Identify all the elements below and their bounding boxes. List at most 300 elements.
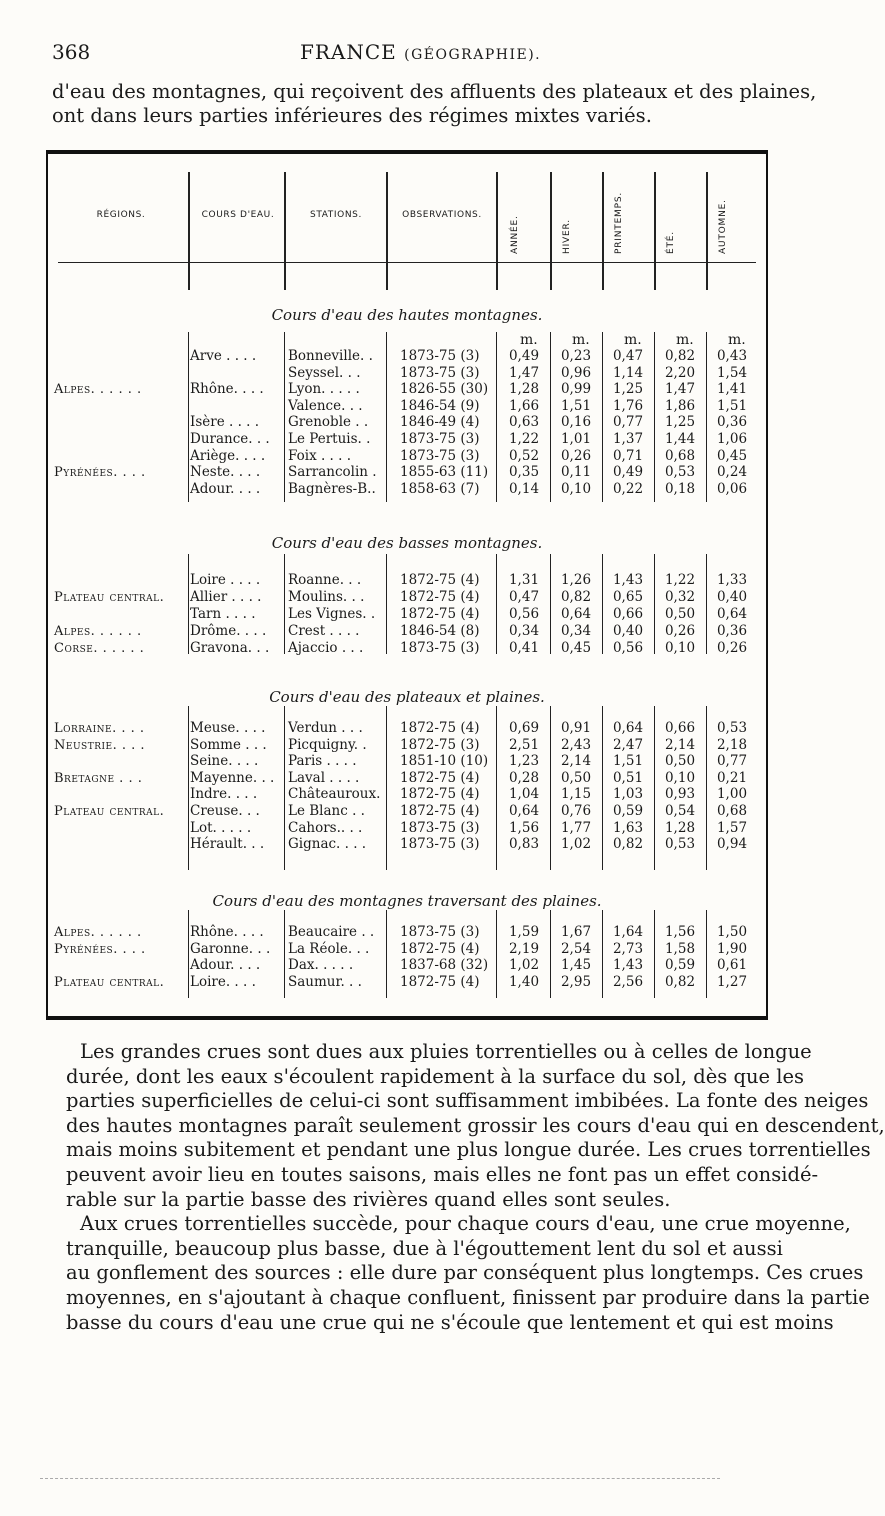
- column-rule: [706, 910, 707, 998]
- value-cell: 2,54: [560, 940, 592, 957]
- region-cell: Alpes. . . . . .: [54, 624, 142, 639]
- value-cell: 1,45: [560, 957, 592, 974]
- text-line: basse du cours d'eau une crue qui ne s'écoule que lentement et qui est moins: [66, 1310, 834, 1334]
- column-rule: [602, 172, 604, 290]
- value-cell: 0,56: [508, 606, 540, 622]
- value-cell: 1,27: [716, 973, 748, 990]
- observation-cell: 1851-10 (10): [400, 753, 489, 770]
- station-cell: Beaucaire . .: [288, 924, 375, 940]
- observation-cell: 1873-75 (3): [400, 348, 480, 364]
- running-head-title: FRANCE: [300, 40, 397, 64]
- value-cell: 0,82: [664, 348, 696, 364]
- section-title: Cours d'eau des montagnes traversant des plaines.: [212, 892, 602, 910]
- column-rule: [188, 172, 190, 290]
- value-cell: 1,04: [508, 786, 540, 803]
- header-regions: RÉGIONS.: [96, 210, 146, 220]
- value-cell: 1,43: [612, 572, 644, 588]
- value-cell: 1,31: [508, 572, 540, 588]
- value-cell: 1,41: [716, 381, 748, 398]
- value-cell: 0,40: [716, 589, 748, 605]
- region-cell: Pyrénées. . . .: [54, 941, 146, 957]
- station-cell: Paris . . . .: [288, 753, 357, 770]
- value-cell: 0,68: [664, 447, 696, 464]
- value-cell: 0,06: [716, 480, 748, 497]
- value-cell: 0,34: [508, 623, 540, 639]
- station-cell: Le Blanc . .: [288, 803, 365, 819]
- value-cell: 2,18: [716, 736, 748, 753]
- column-rule: [550, 172, 552, 290]
- column-rule: [654, 554, 655, 654]
- value-cell: 0,50: [664, 606, 696, 622]
- observation-cell: 1873-75 (3): [400, 819, 480, 836]
- value-cell: 0,50: [560, 769, 592, 786]
- column-rule: [602, 706, 603, 870]
- value-cell: 0,32: [664, 589, 696, 605]
- river-cell: Isère . . . .: [190, 414, 260, 431]
- station-cell: Roanne. . .: [288, 572, 362, 588]
- intro-line: ont dans leurs parties inférieures des régimes mixtes variés.: [52, 104, 652, 127]
- value-cell: 0,82: [560, 589, 592, 605]
- observation-cell: 1872-75 (4): [400, 589, 480, 605]
- text-line: des hautes montagnes paraît seulement grossir les cours d'eau qui en descendent,: [66, 1113, 885, 1137]
- station-cell: Verdun . . .: [288, 720, 363, 736]
- river-cell: Drôme. . . .: [190, 623, 267, 639]
- column-rule: [602, 554, 603, 654]
- column-rule: [550, 706, 551, 870]
- station-cell: Grenoble . .: [288, 414, 369, 431]
- value-cell: 1,59: [508, 924, 540, 940]
- column-rule: [386, 706, 387, 870]
- unit-label: m.: [572, 332, 590, 348]
- value-cell: 1,51: [612, 753, 644, 770]
- value-cell: 0,14: [508, 480, 540, 497]
- value-cell: 0,56: [612, 640, 644, 656]
- value-cell: 1,06: [716, 431, 748, 447]
- value-cell: 0,26: [664, 623, 696, 639]
- value-cell: 0,10: [664, 769, 696, 786]
- text-line: tranquille, beaucoup plus basse, due à l'égouttement lent du sol et aussi: [66, 1236, 783, 1260]
- river-cell: Garonne. . .: [190, 940, 271, 957]
- column-rule: [386, 332, 387, 502]
- column-rule: [706, 332, 707, 502]
- river-cell: Allier . . . .: [190, 589, 262, 605]
- text-line: rable sur la partie basse des rivières quand elles sont seules.: [66, 1187, 671, 1211]
- discharge-table: [46, 150, 768, 1020]
- value-cell: 0,82: [612, 836, 644, 853]
- column-rule: [386, 554, 387, 654]
- column-rule: [188, 332, 189, 502]
- river-cell: Meuse. . . .: [190, 720, 266, 736]
- river-cell: Rhône. . . .: [190, 381, 264, 398]
- paragraph: [52, 1040, 885, 1212]
- value-cell: 1,33: [716, 572, 748, 588]
- header-stations: STATIONS.: [310, 210, 362, 220]
- header-ete: ÉTÉ.: [666, 231, 676, 254]
- region-cell: Plateau central.: [54, 804, 165, 819]
- river-cell: Lot. . . . .: [190, 819, 252, 836]
- value-cell: 1,56: [664, 924, 696, 940]
- station-cell: Dax. . . . .: [288, 957, 354, 974]
- value-cell: 1,50: [716, 924, 748, 940]
- station-cell: Laval . . . .: [288, 769, 360, 786]
- value-cell: 1,28: [664, 819, 696, 836]
- region-cell: Bretagne . . .: [54, 770, 143, 786]
- observation-cell: 1872-75 (3): [400, 736, 480, 753]
- value-cell: 0,49: [612, 464, 644, 481]
- column-rule: [706, 172, 708, 290]
- column-rule: [496, 332, 497, 502]
- value-cell: 0,76: [560, 803, 592, 819]
- value-cell: 2,51: [508, 736, 540, 753]
- river-cell: Mayenne. . .: [190, 769, 275, 786]
- region-cell: Alpes. . . . . .: [54, 925, 142, 940]
- value-cell: 2,43: [560, 736, 592, 753]
- text-line: parties superficielles de celui-ci sont suffisamment imbibées. La fonte des neiges: [66, 1089, 869, 1113]
- column-rule: [654, 706, 655, 870]
- column-rule: [188, 706, 189, 870]
- value-cell: 0,52: [508, 447, 540, 464]
- unit-label: m.: [520, 332, 538, 348]
- river-cell: Tarn . . . .: [190, 606, 256, 622]
- observation-cell: 1872-75 (4): [400, 606, 480, 622]
- value-cell: 0,34: [560, 623, 592, 639]
- value-cell: 0,49: [508, 348, 540, 364]
- value-cell: 0,64: [716, 606, 748, 622]
- value-cell: 1,90: [716, 940, 748, 957]
- river-cell: Gravona. . .: [190, 640, 270, 656]
- value-cell: 0,82: [664, 973, 696, 990]
- value-cell: 1,77: [560, 819, 592, 836]
- value-cell: 0,47: [612, 348, 644, 364]
- river-cell: Seine. . . .: [190, 753, 259, 770]
- value-cell: 1,64: [612, 924, 644, 940]
- station-cell: Saumur. . .: [288, 973, 362, 990]
- value-cell: 1,02: [560, 836, 592, 853]
- header-rule: [58, 262, 756, 263]
- value-cell: 0,59: [664, 957, 696, 974]
- region-cell: Alpes. . . . . .: [54, 382, 142, 398]
- column-rule: [496, 910, 497, 998]
- value-cell: 0,54: [664, 803, 696, 819]
- observation-cell: 1873-75 (3): [400, 447, 480, 464]
- value-cell: 0,45: [560, 640, 592, 656]
- body-text: [52, 1040, 885, 1335]
- region-cell: Neustrie. . . .: [54, 737, 146, 753]
- column-rule: [602, 332, 603, 502]
- value-cell: 1,56: [508, 819, 540, 836]
- observation-cell: 1855-63 (11): [400, 464, 489, 481]
- value-cell: 1,44: [664, 431, 696, 447]
- river-cell: Adour. . . .: [190, 957, 261, 974]
- river-cell: Creuse. . .: [190, 803, 260, 819]
- page-number: 368: [52, 40, 91, 64]
- header-automne: AUTOMNE.: [718, 199, 728, 254]
- value-cell: 1,28: [508, 381, 540, 398]
- running-head-subtitle: (GÉOGRAPHIE).: [404, 47, 542, 63]
- value-cell: 0,83: [508, 836, 540, 853]
- value-cell: 2,20: [664, 364, 696, 381]
- value-cell: 1,00: [716, 786, 748, 803]
- value-cell: 2,95: [560, 973, 592, 990]
- value-cell: 0,99: [560, 381, 592, 398]
- observation-cell: 1872-75 (4): [400, 803, 480, 819]
- column-rule: [654, 910, 655, 998]
- river-cell: Ariège. . . .: [190, 447, 266, 464]
- value-cell: 0,66: [664, 720, 696, 736]
- value-cell: 0,23: [560, 348, 592, 364]
- value-cell: 1,22: [664, 572, 696, 588]
- value-cell: 0,26: [716, 640, 748, 656]
- value-cell: 0,77: [716, 753, 748, 770]
- value-cell: 2,14: [560, 753, 592, 770]
- value-cell: 0,21: [716, 769, 748, 786]
- value-cell: 0,36: [716, 623, 748, 639]
- observation-cell: 1872-75 (4): [400, 786, 480, 803]
- observation-cell: 1846-54 (8): [400, 623, 480, 639]
- value-cell: 1,14: [612, 364, 644, 381]
- column-rule: [602, 910, 603, 998]
- paragraph: [52, 1212, 870, 1335]
- station-cell: Picquigny. .: [288, 736, 367, 753]
- region-cell: Plateau central.: [54, 974, 165, 990]
- header-hiver: HIVER.: [562, 219, 572, 254]
- region-cell: Pyrénées. . . .: [54, 465, 146, 481]
- running-head: [300, 40, 541, 64]
- value-cell: 1,23: [508, 753, 540, 770]
- value-cell: 0,11: [560, 464, 592, 481]
- station-cell: La Réole. . .: [288, 940, 370, 957]
- value-cell: 0,53: [716, 720, 748, 736]
- unit-label: m.: [728, 332, 746, 348]
- value-cell: 1,43: [612, 957, 644, 974]
- station-cell: Gignac. . . .: [288, 836, 367, 853]
- station-cell: Châteauroux.: [288, 786, 381, 803]
- value-cell: 0,69: [508, 720, 540, 736]
- river-cell: Adour. . . .: [190, 480, 261, 497]
- value-cell: 1,37: [612, 431, 644, 447]
- text-line: durée, dont les eaux s'écoulent rapidement à la surface du sol, dès que les: [66, 1064, 805, 1088]
- region-cell: Plateau central.: [54, 590, 165, 605]
- value-cell: 1,66: [508, 397, 540, 414]
- value-cell: 1,54: [716, 364, 748, 381]
- column-rule: [550, 332, 551, 502]
- station-cell: Lyon. . . . .: [288, 381, 360, 398]
- value-cell: 1,15: [560, 786, 592, 803]
- station-cell: Les Vignes. .: [288, 606, 376, 622]
- unit-label: m.: [624, 332, 642, 348]
- value-cell: 0,47: [508, 589, 540, 605]
- value-cell: 0,41: [508, 640, 540, 656]
- value-cell: 2,47: [612, 736, 644, 753]
- observation-cell: 1872-75 (4): [400, 720, 480, 736]
- section-title: Cours d'eau des plateaux et plaines.: [269, 688, 545, 706]
- observation-cell: 1846-49 (4): [400, 414, 480, 431]
- station-cell: Bonneville. .: [288, 348, 373, 364]
- column-rule: [284, 706, 285, 870]
- value-cell: 0,94: [716, 836, 748, 853]
- station-cell: Moulins. . .: [288, 589, 365, 605]
- value-cell: 0,53: [664, 836, 696, 853]
- observation-cell: 1846-54 (9): [400, 397, 480, 414]
- value-cell: 1,22: [508, 431, 540, 447]
- value-cell: 0,10: [560, 480, 592, 497]
- station-cell: Crest . . . .: [288, 623, 360, 639]
- value-cell: 2,73: [612, 940, 644, 957]
- river-cell: Loire. . . .: [190, 973, 256, 990]
- value-cell: 0,28: [508, 769, 540, 786]
- river-cell: Indre. . . .: [190, 786, 258, 803]
- value-cell: 2,19: [508, 940, 540, 957]
- text-line: peuvent avoir lieu en toutes saisons, mais elles ne font pas un effet considé-: [66, 1162, 819, 1186]
- value-cell: 1,01: [560, 431, 592, 447]
- value-cell: 1,86: [664, 397, 696, 414]
- station-cell: Sarrancolin .: [288, 464, 377, 481]
- value-cell: 2,14: [664, 736, 696, 753]
- column-rule: [496, 706, 497, 870]
- header-cours: COURS D'EAU.: [201, 210, 275, 220]
- value-cell: 1,57: [716, 819, 748, 836]
- observation-cell: 1873-75 (3): [400, 640, 480, 656]
- value-cell: 1,26: [560, 572, 592, 588]
- column-rule: [386, 910, 387, 998]
- value-cell: 0,64: [508, 803, 540, 819]
- value-cell: 0,16: [560, 414, 592, 431]
- value-cell: 1,63: [612, 819, 644, 836]
- value-cell: 1,67: [560, 924, 592, 940]
- river-cell: Neste. . . .: [190, 464, 261, 481]
- value-cell: 1,40: [508, 973, 540, 990]
- value-cell: 0,59: [612, 803, 644, 819]
- value-cell: 0,50: [664, 753, 696, 770]
- observation-cell: 1873-75 (3): [400, 431, 480, 447]
- observation-cell: 1872-75 (4): [400, 940, 480, 957]
- station-cell: Le Pertuis. .: [288, 431, 371, 447]
- river-cell: Durance. . .: [190, 431, 270, 447]
- value-cell: 1,25: [612, 381, 644, 398]
- header-annee: ANNÉE.: [510, 215, 520, 254]
- header-observations: OBSERVATIONS.: [402, 210, 482, 220]
- value-cell: 1,51: [716, 397, 748, 414]
- station-cell: Seyssel. . .: [288, 364, 361, 381]
- value-cell: 1,51: [560, 397, 592, 414]
- value-cell: 0,10: [664, 640, 696, 656]
- value-cell: 1,03: [612, 786, 644, 803]
- value-cell: 0,77: [612, 414, 644, 431]
- column-rule: [496, 554, 497, 654]
- intro-line: d'eau des montagnes, qui reçoivent des affluents des plateaux et des plaines,: [52, 80, 817, 103]
- value-cell: 0,64: [612, 720, 644, 736]
- river-cell: Somme . . .: [190, 736, 267, 753]
- station-cell: Foix . . . .: [288, 447, 352, 464]
- observation-cell: 1873-75 (3): [400, 836, 480, 853]
- value-cell: 0,65: [612, 589, 644, 605]
- text-line: mais moins subitement et pendant une plus longue durée. Les crues torrentielles: [66, 1138, 871, 1162]
- column-rule: [188, 910, 189, 998]
- column-rule: [284, 172, 286, 290]
- column-rule: [496, 172, 498, 290]
- column-rule: [706, 706, 707, 870]
- value-cell: 1,02: [508, 957, 540, 974]
- value-cell: 0,64: [560, 606, 592, 622]
- value-cell: 0,18: [664, 480, 696, 497]
- value-cell: 0,63: [508, 414, 540, 431]
- observation-cell: 1872-75 (4): [400, 769, 480, 786]
- observation-cell: 1872-75 (4): [400, 572, 480, 588]
- value-cell: 0,71: [612, 447, 644, 464]
- column-rule: [386, 172, 388, 290]
- station-cell: Cahors.. . .: [288, 819, 363, 836]
- observation-cell: 1873-75 (3): [400, 364, 480, 381]
- river-cell: Loire . . . .: [190, 572, 261, 588]
- station-cell: Valence. . .: [288, 397, 363, 414]
- value-cell: 0,36: [716, 414, 748, 431]
- observation-cell: 1872-75 (4): [400, 973, 480, 990]
- observation-cell: 1858-63 (7): [400, 480, 480, 497]
- header-printemps: PRINTEMPS.: [614, 191, 624, 254]
- value-cell: 0,45: [716, 447, 748, 464]
- value-cell: 0,68: [716, 803, 748, 819]
- value-cell: 0,51: [612, 769, 644, 786]
- unit-label: m.: [676, 332, 694, 348]
- value-cell: 0,22: [612, 480, 644, 497]
- section-title: Cours d'eau des hautes montagnes.: [271, 306, 543, 324]
- value-cell: 0,26: [560, 447, 592, 464]
- value-cell: 0,66: [612, 606, 644, 622]
- value-cell: 1,76: [612, 397, 644, 414]
- text-line: au gonflement des sources : elle dure par conséquent plus longtemps. Ces crues: [66, 1261, 864, 1285]
- river-cell: Hérault. . .: [190, 836, 265, 853]
- region-cell: Lorraine. . . .: [54, 721, 145, 736]
- section-title: Cours d'eau des basses montagnes.: [271, 534, 543, 552]
- column-rule: [188, 554, 189, 654]
- value-cell: 1,58: [664, 940, 696, 957]
- column-rule: [706, 554, 707, 654]
- text-line: moyennes, en s'ajoutant à chaque confluent, finissent par produire dans la partie: [66, 1285, 870, 1309]
- value-cell: 2,56: [612, 973, 644, 990]
- observation-cell: 1837-68 (32): [400, 957, 489, 974]
- column-rule: [654, 332, 655, 502]
- value-cell: 0,91: [560, 720, 592, 736]
- value-cell: 0,96: [560, 364, 592, 381]
- column-rule: [654, 172, 656, 290]
- station-cell: Ajaccio . . .: [288, 640, 364, 656]
- value-cell: 1,47: [664, 381, 696, 398]
- value-cell: 0,53: [664, 464, 696, 481]
- footer-noise: [40, 1478, 720, 1480]
- value-cell: 1,25: [664, 414, 696, 431]
- value-cell: 1,47: [508, 364, 540, 381]
- observation-cell: 1826-55 (30): [400, 381, 489, 398]
- value-cell: 0,93: [664, 786, 696, 803]
- column-rule: [550, 910, 551, 998]
- text-line: Aux crues torrentielles succède, pour chaque cours d'eau, une crue moyenne,: [80, 1212, 851, 1236]
- value-cell: 0,43: [716, 348, 748, 364]
- column-rule: [284, 910, 285, 998]
- observation-cell: 1873-75 (3): [400, 924, 480, 940]
- value-cell: 0,61: [716, 957, 748, 974]
- column-rule: [550, 554, 551, 654]
- river-cell: Rhône. . . .: [190, 924, 264, 940]
- value-cell: 0,24: [716, 464, 748, 481]
- column-rule: [284, 554, 285, 654]
- value-cell: 0,35: [508, 464, 540, 481]
- intro-text: [52, 80, 817, 128]
- river-cell: Arve . . . .: [190, 348, 257, 364]
- station-cell: Bagnères-B..: [288, 480, 376, 497]
- column-rule: [284, 332, 285, 502]
- value-cell: 0,40: [612, 623, 644, 639]
- region-cell: Corse. . . . . .: [54, 641, 145, 656]
